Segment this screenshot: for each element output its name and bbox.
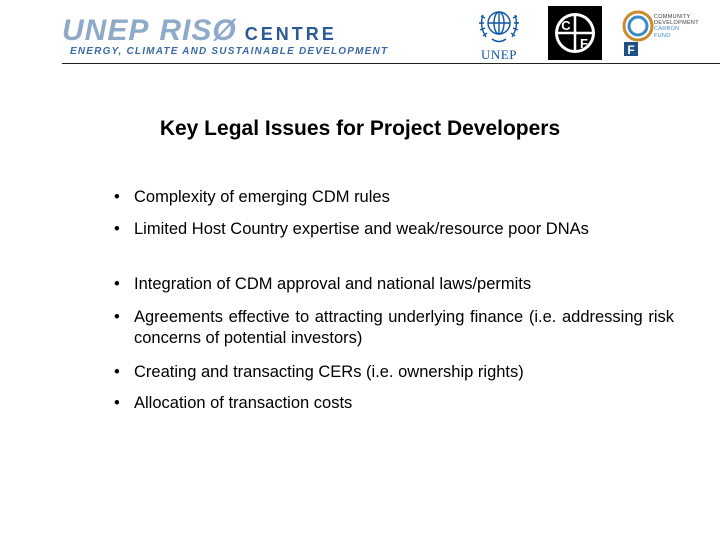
bullet-item — [114, 219, 674, 240]
un-emblem-icon — [470, 6, 528, 48]
community-development-carbon-fund-icon — [622, 10, 654, 58]
header-divider — [62, 63, 720, 64]
bullet-icon: • — [114, 394, 120, 412]
slide-title: Key Legal Issues for Project Developers — [159, 117, 561, 140]
logo-word-centre: CENTRE — [244, 24, 337, 44]
cf-line-2: DEVELOPMENT — [654, 20, 699, 27]
bullet-text: Allocation of transaction costs — [134, 394, 353, 412]
carbon-fund-letter: F — [627, 43, 635, 57]
bullet-text: Creating and transacting CERs (i.e. ownership rights) — [134, 363, 524, 381]
logo-word-unep: UNEP — [62, 14, 150, 47]
logo-word-riso: RISØ — [159, 14, 237, 47]
bullet-icon: • — [114, 188, 120, 206]
cf-line-1: COMMUNITY — [654, 14, 691, 20]
bullet-item — [114, 187, 674, 208]
unep-logo-text: UNEP — [481, 47, 517, 62]
carbon-fund-wordmark — [654, 14, 712, 39]
bullet-text: Limited Host Country expertise and weak/resource poor DNAs — [134, 220, 589, 238]
svg-text:C: C — [561, 18, 571, 33]
logo-tagline: ENERGY, CLIMATE AND SUSTAINABLE DEVELOPMENT — [70, 46, 389, 57]
bullet-item — [114, 362, 674, 383]
unep-logo — [470, 6, 528, 62]
bullet-text: Agreements effective to attracting underlying finance (i.e. addressing risk concerns of potential investors) — [134, 308, 674, 347]
bullet-text: Complexity of emerging CDM rules — [134, 188, 390, 206]
bullet-item — [114, 393, 674, 414]
bullet-icon: • — [114, 220, 120, 238]
logo-wordmark — [62, 14, 337, 48]
bullet-item — [114, 307, 674, 349]
world-bank-logo — [548, 6, 602, 60]
bullet-item — [114, 274, 674, 295]
svg-text:F: F — [580, 36, 588, 51]
bullet-icon: • — [114, 308, 120, 326]
header — [0, 0, 720, 70]
world-bank-cf-icon — [548, 6, 602, 60]
carbon-fund-logo — [622, 10, 712, 60]
cf-line-3: CARBON — [654, 26, 680, 33]
bullet-text: Integration of CDM approval and national laws/permits — [134, 275, 532, 293]
bullet-icon: • — [114, 275, 120, 293]
cf-line-4: FUND — [654, 32, 671, 39]
unep-riso-centre-logo — [62, 14, 392, 62]
bullet-icon: • — [114, 363, 120, 381]
